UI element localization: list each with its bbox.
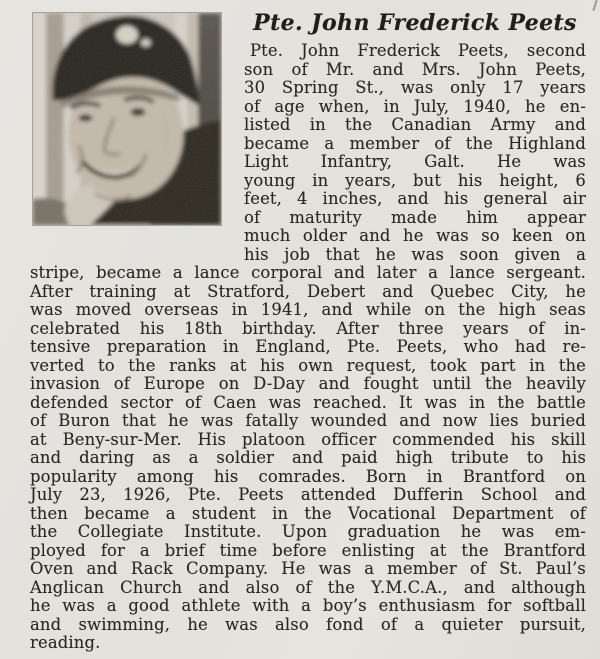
portrait-illustration: [33, 13, 221, 225]
photo-grain-overlay: [33, 13, 221, 225]
text-line: After training at Stratford, Debert and Quebec City, he: [30, 281, 586, 301]
text-line: reading.: [30, 633, 101, 652]
text-line: of Buron that he was fatally wounded and now lies buried: [30, 411, 586, 430]
text-line: ployed for a brief time before enlisting at the Brantford: [30, 540, 586, 560]
text-line: 30 Spring St., was only 17 years: [244, 78, 586, 97]
text-line: son of Mr. and Mrs. John Peets,: [244, 59, 586, 79]
text-line: Anglican Church and also of the Y.M.C.A., and although: [30, 577, 586, 597]
text-line: his job that he was soon given a: [244, 244, 586, 264]
text-line: Light Infantry, Galt. He was: [244, 152, 586, 171]
article-title: Pte. John Frederick Peets: [253, 10, 577, 36]
text-line: of maturity made him appear: [244, 207, 586, 227]
text-line: the Collegiate Institute. Upon graduation he was em-: [30, 522, 586, 541]
text-line: stripe, became a lance corporal and later a lance sergeant.: [30, 263, 586, 282]
text-line: defended sector of Caen was reached. It was in the battle: [30, 392, 586, 412]
scan-artifact-mark: [592, 0, 597, 11]
text-line: became a member of the Highland: [244, 133, 586, 153]
text-line: then became a student in the Vocational Department of: [30, 503, 586, 523]
text-line: he was a good athlete with a boy’s enthusiasm for softball: [30, 596, 586, 615]
text-line: popularity among his comrades. Born in Brantford on: [30, 466, 586, 486]
text-line: was moved overseas in 1941, and while on the high seas: [30, 300, 586, 319]
text-line: Oven and Rack Company. He was a member of St. Paul’s: [30, 559, 586, 578]
text-line: and daring as a soldier and paid high tribute to his: [30, 448, 586, 467]
text-line: feet, 4 inches, and his general air: [244, 189, 586, 208]
text-line: of age when, in July, 1940, he en-: [244, 96, 586, 116]
soldier-portrait-photo: [32, 12, 222, 226]
text-line: young in years, but his height, 6: [244, 170, 586, 190]
text-line: listed in the Canadian Army and: [244, 115, 586, 134]
text-line: invasion of Europe on D-Day and fought until the heavily: [30, 374, 586, 393]
text-line: verted to the ranks at his own request, took part in the: [30, 355, 586, 375]
text-line: at Beny-sur-Mer. His platoon officer commended his skill: [30, 429, 586, 449]
text-line: Pte. John Frederick Peets, second: [250, 41, 586, 60]
text-line: much older and he was so keen on: [244, 226, 586, 245]
text-line: tensive preparation in England, Pte. Peets, who had re-: [30, 337, 586, 356]
text-line: celebrated his 18th birthday. After three years of in-: [30, 318, 586, 338]
text-line: July 23, 1926, Pte. Peets attended Dufferin School and: [30, 485, 586, 504]
text-line: and swimming, he was also fond of a quieter pursuit,: [30, 614, 586, 634]
